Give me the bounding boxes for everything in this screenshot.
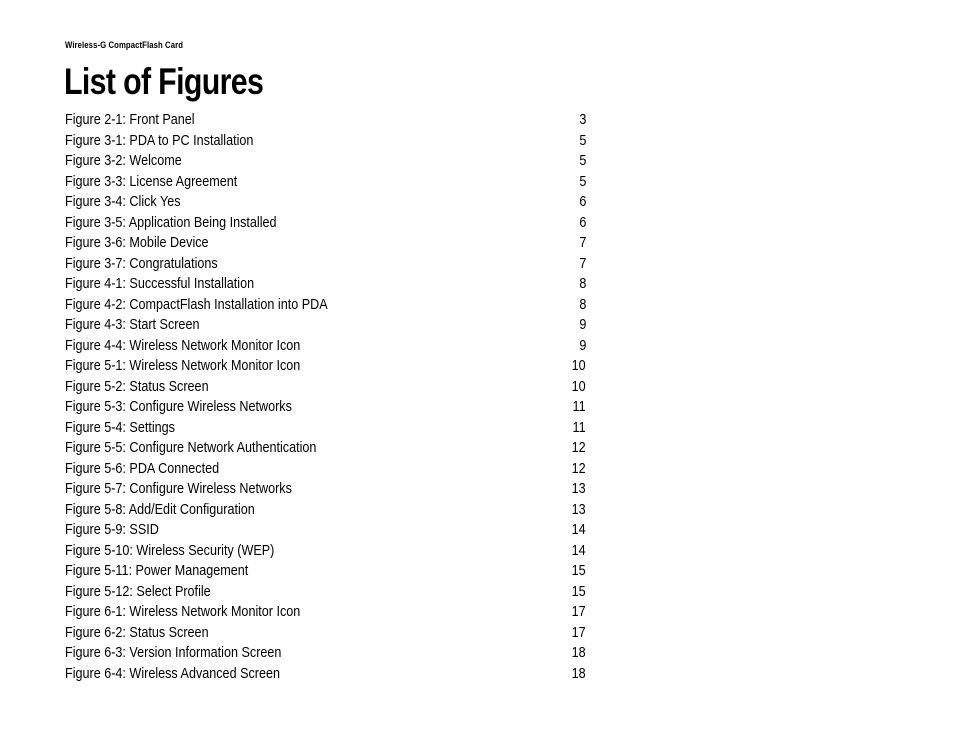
figure-entry-page-number[interactable]: 18 xyxy=(571,664,586,682)
figure-entry-label[interactable]: Figure 6-3: Version Information Screen xyxy=(65,644,282,661)
figure-entry[interactable] xyxy=(65,356,586,377)
figure-entry-label[interactable]: Figure 6-2: Status Screen xyxy=(65,623,209,641)
figure-entry-label[interactable]: Figure 6-1: Wireless Network Monitor Icon xyxy=(65,603,301,620)
figure-entry-label[interactable]: Figure 3-6: Mobile Device xyxy=(65,234,209,251)
figure-list xyxy=(65,110,586,684)
figure-entry-page-number[interactable]: 15 xyxy=(571,582,586,600)
figure-entry[interactable] xyxy=(65,541,586,562)
figure-entry[interactable] xyxy=(65,274,586,295)
figure-entry-label[interactable]: Figure 5-9: SSID xyxy=(65,521,159,538)
figure-entry-page-number[interactable]: 17 xyxy=(571,603,586,620)
figure-entry-label[interactable]: Figure 3-5: Application Being Installed xyxy=(65,213,277,231)
figure-entry-page-number[interactable]: 13 xyxy=(571,500,586,518)
figure-entry[interactable] xyxy=(65,192,586,213)
figure-entry[interactable] xyxy=(65,397,586,418)
figure-entry[interactable] xyxy=(65,602,586,623)
figure-entry-page-number[interactable]: 7 xyxy=(578,234,586,251)
figure-entry[interactable] xyxy=(65,110,586,131)
figure-entry-page-number[interactable]: 11 xyxy=(572,398,586,415)
figure-entry[interactable] xyxy=(65,643,586,664)
figure-entry-page-number[interactable]: 5 xyxy=(578,152,586,169)
figure-entry-label[interactable]: Figure 5-2: Status Screen xyxy=(65,377,209,395)
figure-entry-page-number[interactable]: 8 xyxy=(578,275,586,292)
page-title: List of Figures xyxy=(64,61,264,102)
figure-entry-label[interactable]: Figure 4-3: Start Screen xyxy=(65,316,200,333)
figure-entry[interactable] xyxy=(65,213,586,234)
figure-entry-label[interactable]: Figure 4-4: Wireless Network Monitor Icon xyxy=(65,336,301,354)
figure-entry[interactable] xyxy=(65,459,586,480)
figure-entry[interactable] xyxy=(65,438,586,459)
figure-entry-label[interactable]: Figure 5-5: Configure Network Authentication xyxy=(65,439,317,456)
figure-entry[interactable] xyxy=(65,172,586,193)
figure-entry[interactable] xyxy=(65,664,586,685)
figure-entry-label[interactable]: Figure 5-10: Wireless Security (WEP) xyxy=(65,541,275,559)
figure-entry-page-number[interactable]: 11 xyxy=(572,418,586,436)
figure-entry-label[interactable]: Figure 5-11: Power Management xyxy=(65,562,249,579)
figure-entry-page-number[interactable]: 9 xyxy=(578,336,586,354)
figure-entry[interactable] xyxy=(65,151,586,172)
figure-entry[interactable] xyxy=(65,295,586,316)
figure-entry-label[interactable]: Figure 5-8: Add/Edit Configuration xyxy=(65,500,255,518)
figure-entry-page-number[interactable]: 15 xyxy=(571,562,586,579)
figure-entry-label[interactable]: Figure 5-3: Configure Wireless Networks xyxy=(65,398,292,415)
figure-entry[interactable] xyxy=(65,315,586,336)
figure-entry-label[interactable]: Figure 6-4: Wireless Advanced Screen xyxy=(65,664,281,682)
figure-entry[interactable] xyxy=(65,131,586,152)
figure-entry-page-number[interactable]: 12 xyxy=(571,459,586,477)
figure-entry[interactable] xyxy=(65,418,586,439)
figure-entry-page-number[interactable]: 14 xyxy=(571,541,586,559)
figure-entry-page-number[interactable]: 7 xyxy=(578,254,586,272)
figure-entry[interactable] xyxy=(65,233,586,254)
running-header: Wireless-G CompactFlash Card xyxy=(65,40,184,50)
figure-entry-label[interactable]: Figure 3-1: PDA to PC Installation xyxy=(65,131,254,149)
figure-entry-page-number[interactable]: 18 xyxy=(571,644,586,661)
figure-entry[interactable] xyxy=(65,623,586,644)
figure-entry-page-number[interactable]: 10 xyxy=(571,357,586,374)
figure-entry-label[interactable]: Figure 5-4: Settings xyxy=(65,418,175,436)
figure-entry[interactable] xyxy=(65,520,586,541)
figure-entry-page-number[interactable]: 17 xyxy=(571,623,586,641)
figure-entry[interactable] xyxy=(65,561,586,582)
figure-entry-label[interactable]: Figure 3-3: License Agreement xyxy=(65,172,238,190)
figure-entry[interactable] xyxy=(65,500,586,521)
figure-entry-page-number[interactable]: 5 xyxy=(578,131,586,149)
figure-entry[interactable] xyxy=(65,582,586,603)
figure-entry[interactable] xyxy=(65,336,586,357)
figure-entry-label[interactable]: Figure 3-7: Congratulations xyxy=(65,254,218,272)
figure-entry-label[interactable]: Figure 3-4: Click Yes xyxy=(65,193,181,210)
figure-entry-page-number[interactable]: 5 xyxy=(578,172,586,190)
figure-entry-page-number[interactable]: 9 xyxy=(578,316,586,333)
figure-entry-page-number[interactable]: 12 xyxy=(571,439,586,456)
figure-entry-page-number[interactable]: 6 xyxy=(578,213,586,231)
figure-entry-page-number[interactable]: 10 xyxy=(571,377,586,395)
figure-entry-label[interactable]: Figure 5-1: Wireless Network Monitor Icon xyxy=(65,357,301,374)
figure-entry-label[interactable]: Figure 5-6: PDA Connected xyxy=(65,459,220,477)
figure-entry-page-number[interactable]: 8 xyxy=(578,295,586,313)
figure-entry-label[interactable]: Figure 5-12: Select Profile xyxy=(65,582,211,600)
figure-entry[interactable] xyxy=(65,479,586,500)
figure-entry-label[interactable]: Figure 5-7: Configure Wireless Networks xyxy=(65,480,292,497)
figure-entry-page-number[interactable]: 3 xyxy=(578,111,586,128)
figure-entry-page-number[interactable]: 14 xyxy=(571,521,586,538)
figure-entry-page-number[interactable]: 13 xyxy=(571,480,586,497)
figure-entry-label[interactable]: Figure 4-1: Successful Installation xyxy=(65,275,255,292)
figure-entry[interactable] xyxy=(65,254,586,275)
figure-entry[interactable] xyxy=(65,377,586,398)
figure-entry-page-number[interactable]: 6 xyxy=(578,193,586,210)
figure-entry-label[interactable]: Figure 2-1: Front Panel xyxy=(65,111,195,128)
figure-entry-label[interactable]: Figure 3-2: Welcome xyxy=(65,152,182,169)
figure-entry-label[interactable]: Figure 4-2: CompactFlash Installation into PDA xyxy=(65,295,328,313)
